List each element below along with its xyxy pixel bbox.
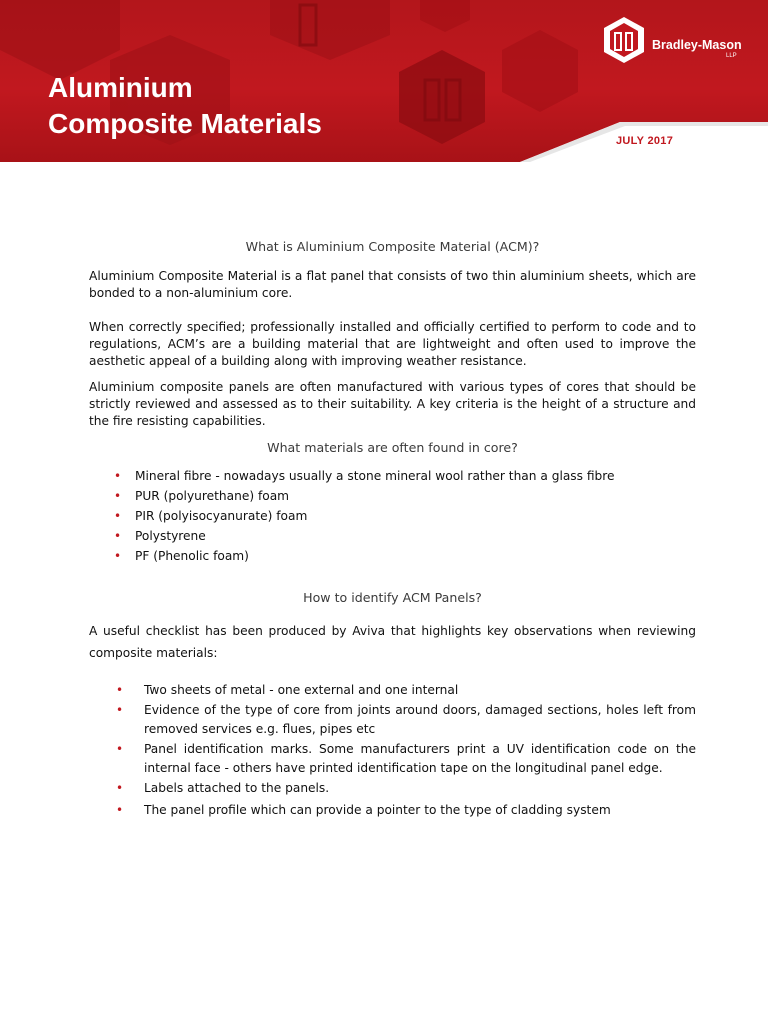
list-item: • Panel identification marks. Some manufacturers print a UV identification code on the internal face - others have printed identification tape on the longitudinal panel edge. xyxy=(116,741,696,775)
list-item: • Mineral fibre - nowadays usually a stone mineral wool rather than a glass fibre xyxy=(89,466,696,486)
bullet-icon: • xyxy=(114,509,122,523)
bullet-icon: • xyxy=(114,469,122,483)
paragraph-checklist-intro: A useful checklist has been produced by Aviva that highlights key observations when reviewing composite materials: xyxy=(89,624,696,660)
bullet-icon: • xyxy=(116,780,124,795)
page-title xyxy=(48,70,322,142)
list-item: • The panel profile which can provide a pointer to the type of cladding system xyxy=(89,801,696,821)
bullet-icon: • xyxy=(116,741,124,756)
section-heading-identify: How to identify ACM Panels? xyxy=(303,590,482,605)
document-body xyxy=(89,238,696,821)
title-line-2: Composite Materials xyxy=(48,108,322,139)
bullet-icon: • xyxy=(114,529,122,543)
identification-checklist xyxy=(89,681,696,821)
list-item: • PUR (polyurethane) foam xyxy=(89,486,696,506)
core-materials-list xyxy=(89,466,696,566)
bullet-icon: • xyxy=(114,549,122,563)
company-logo-suffix: LLP xyxy=(726,53,737,59)
list-item: • Evidence of the type of core from joints around doors, damaged sections, holes left from removed services e.g. flues, pipes etc xyxy=(116,702,696,736)
header-banner xyxy=(0,0,768,162)
paragraph-acm-usage: When correctly specified; professionally installed and officially certified to perform to code and to regulations, ACM’s are a building material that are lightweight and often used to improve the aesthetic appeal of a building along with improving weather resistance. xyxy=(89,320,696,368)
list-item: • PIR (polyisocyanurate) foam xyxy=(89,506,696,526)
paragraph-acm-cores: Aluminium composite panels are often manufactured with various types of cores that should be strictly reviewed and assessed as to their suitability. A key criteria is the height of a structure and the fire resisting capabilities. xyxy=(89,380,696,428)
issue-date: JULY 2017 xyxy=(616,135,674,147)
section-heading-acm: What is Aluminium Composite Material (ACM)? xyxy=(245,239,540,254)
list-item: • Two sheets of metal - one external and one internal xyxy=(89,681,696,701)
bullet-icon: • xyxy=(116,683,124,697)
list-item: • Labels attached to the panels. xyxy=(89,779,696,799)
bullet-icon: • xyxy=(114,489,122,503)
section-heading-core-materials: What materials are often found in core? xyxy=(267,440,518,455)
paragraph-acm-definition: Aluminium Composite Material is a flat panel that consists of two thin aluminium sheets, which are bonded to a non-aluminium core. xyxy=(89,269,696,300)
bullet-icon: • xyxy=(116,702,124,717)
title-line-1: Aluminium xyxy=(48,72,193,103)
list-item: • PF (Phenolic foam) xyxy=(89,546,696,566)
company-logo-name: Bradley-Mason xyxy=(652,38,742,52)
list-item: • Polystyrene xyxy=(89,526,696,546)
bullet-icon: • xyxy=(116,803,124,817)
